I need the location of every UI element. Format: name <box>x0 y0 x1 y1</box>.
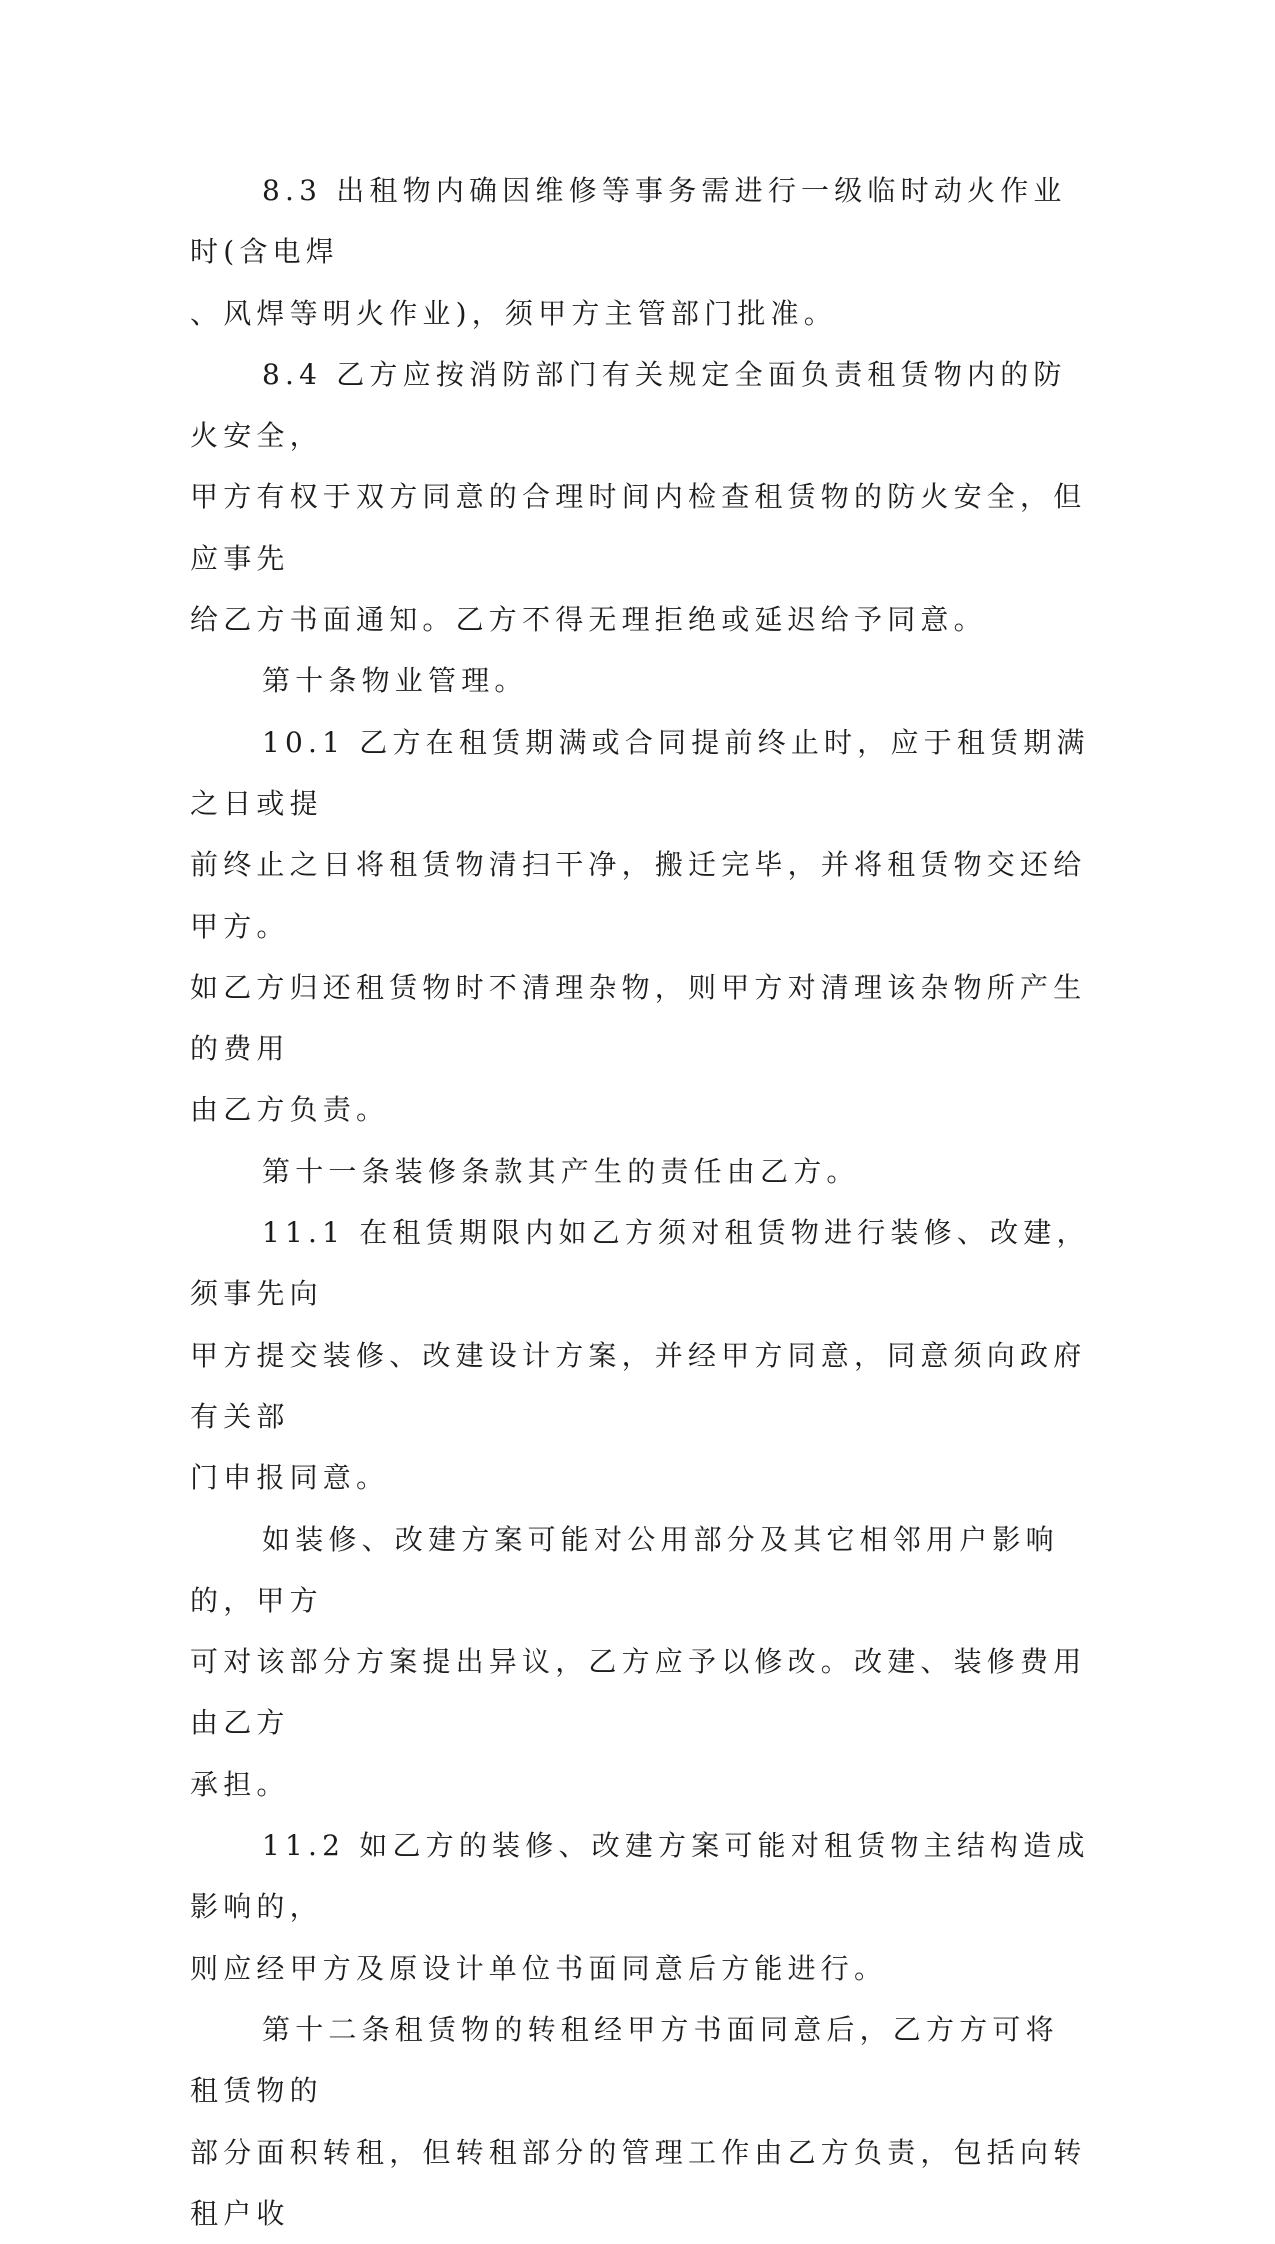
clause-8-4-paragraph: 8.4 乙方应按消防部门有关规定全面负责租赁物内的防火安全， 甲方有权于双方同意的合理时间内检查租赁物的防火安全，但应事先 给乙方书面通知。乙方不得无理拒绝或延迟给予同意。 <box>190 357 1087 637</box>
article-10-heading: 第十条物业管理。 <box>262 664 528 698</box>
article-12-paragraph: 第十二条租赁物的转租经甲方书面同意后，乙方方可将租赁物的 部分面积转租，但转租部分的管理工作由乙方负责，包括向转租户收 <box>190 2012 1087 2230</box>
clause-11-1-paragraph: 11.1 在租赁期限内如乙方须对租赁物进行装修、改建，须事先向 甲方提交装修、改建设计方案，并经甲方同意，同意须向政府有关部 门申报同意。 <box>190 1216 1090 1495</box>
clause-11-2-paragraph: 11.2 如乙方的装修、改建方案可能对租赁物主结构造成影响的， 则应经甲方及原设计单位书面同意后方能进行。 <box>190 1829 1090 1985</box>
renovation-objection-paragraph: 如装修、改建方案可能对公用部分及其它相邻用户影响的，甲方 可对该部分方案提出异议，乙方应予以修改。改建、装修费用由乙方 承担。 <box>190 1522 1087 1801</box>
clause-10-1-paragraph: 10.1 乙方在租赁期满或合同提前终止时，应于租赁期满之日或提 前终止之日将租赁物清扫干净，搬迁完毕，并将租赁物交还给甲方。 如乙方归还租赁物时不清理杂物，则甲方对清理该杂物所产生的费用 由乙方负责。 <box>190 725 1090 1127</box>
clause-8-3-paragraph: 8.3 出租物内确因维修等事务需进行一级临时动火作业时(含电焊 、风焊等明火作业)，须甲方主管部门批准。 <box>190 174 1067 330</box>
article-11-heading: 第十一条装修条款其产生的责任由乙方。 <box>262 1154 860 1188</box>
document-body <box>190 160 1090 2244</box>
